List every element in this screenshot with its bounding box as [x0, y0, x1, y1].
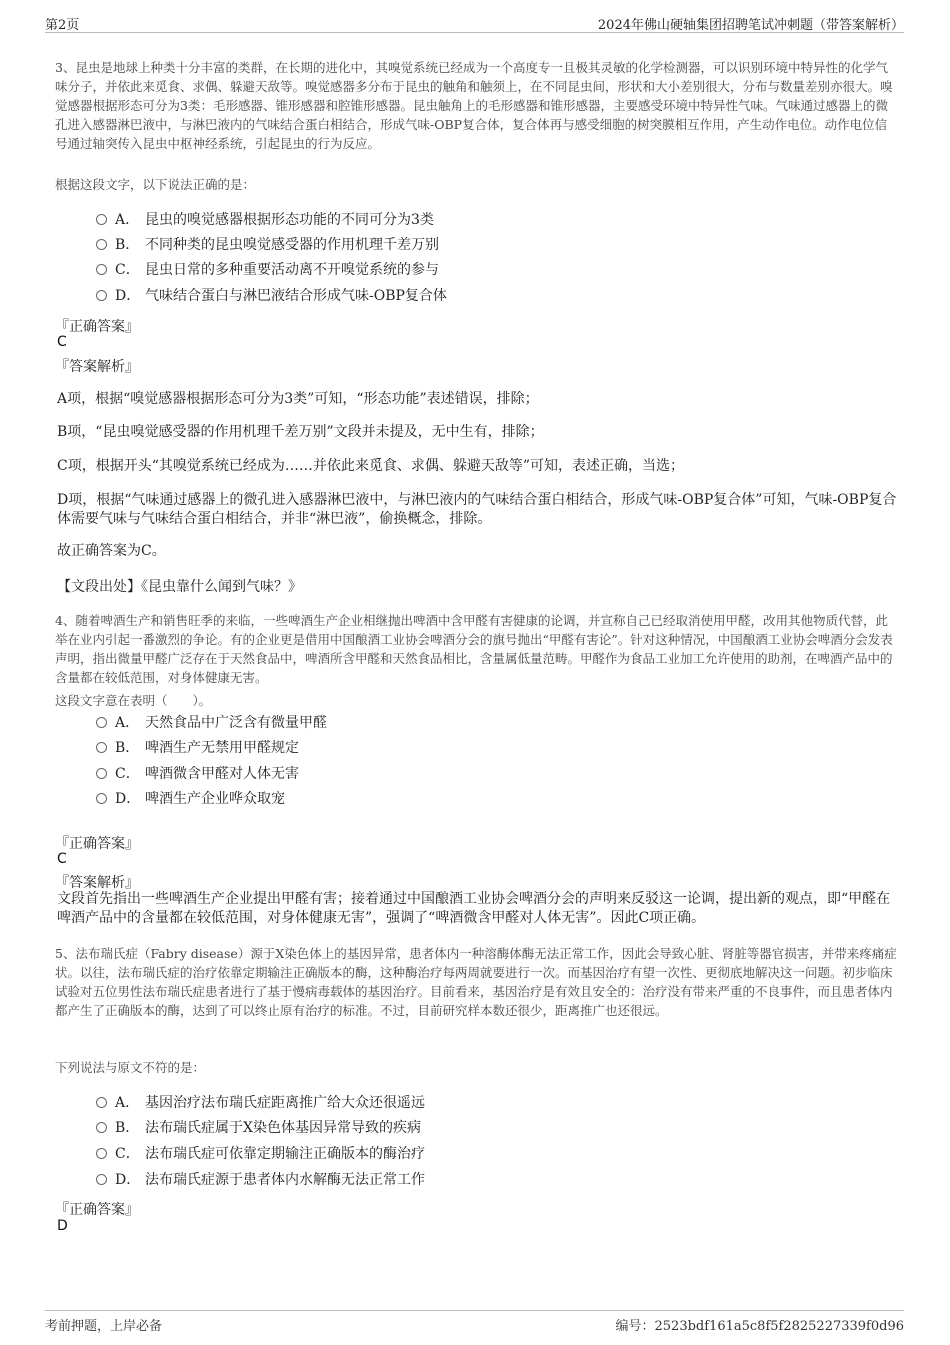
- q5-option-a[interactable]: A． 基因治疗法布瑞氏症距离推广给大众还很遥远: [96, 1093, 425, 1113]
- footer-slogan: 考前押题，上岸必备: [45, 1319, 163, 1334]
- page-footer: [45, 1310, 904, 1341]
- radio-icon[interactable]: [96, 214, 107, 225]
- q3-analysis-c: C项，根据开头“其嗅觉系统已经成为……并依此来觅食、求偶、躲避天敌等”可知，表述正确，当选；: [57, 458, 685, 474]
- q3-option-b[interactable]: B． 不同种类的昆虫嗅觉感受器的作用机理千差万别: [96, 235, 439, 255]
- q3-option-c[interactable]: C． 昆虫日常的多种重要活动离不开嗅觉系统的参与: [96, 260, 439, 280]
- q3-conclusion: 故正确答案为C。: [57, 543, 166, 559]
- q3-analysis-label: 『答案解析』: [55, 359, 139, 375]
- radio-icon[interactable]: [96, 742, 107, 753]
- radio-icon[interactable]: [96, 793, 107, 804]
- q5-option-b[interactable]: B． 法布瑞氏症属于X染色体基因异常导致的疾病: [96, 1118, 421, 1138]
- q3-question: 根据这段文字，以下说法正确的是：: [55, 177, 256, 192]
- q5-answer-label: 『正确答案』: [55, 1202, 139, 1218]
- q5-option-d[interactable]: D． 法布瑞氏症源于患者体内水解酶无法正常工作: [96, 1170, 425, 1190]
- page-header: [45, 12, 904, 33]
- q4-analysis-label: 『答案解析』: [55, 875, 139, 891]
- radio-icon[interactable]: [96, 768, 107, 779]
- radio-icon[interactable]: [96, 717, 107, 728]
- radio-icon[interactable]: [96, 1148, 107, 1159]
- q4-option-c[interactable]: C． 啤酒微含甲醛对人体无害: [96, 764, 299, 784]
- q4-analysis: 文段首先指出一些啤酒生产企业提出甲醛有害；接着通过中国酿酒工业协会啤酒分会的声明来反驳这一论调，提出新的观点，即“甲醛在啤酒产品中的含量都在较低范围，对身体健康无害”，强调了“啤酒微含甲醛对人体无害”。因此C项正确。: [57, 891, 891, 926]
- radio-icon[interactable]: [96, 239, 107, 250]
- radio-icon[interactable]: [96, 1097, 107, 1108]
- radio-icon[interactable]: [96, 290, 107, 301]
- radio-icon[interactable]: [96, 1174, 107, 1185]
- page-number: 第2页: [45, 18, 80, 33]
- q4-answer: C: [57, 851, 67, 867]
- q4-option-a[interactable]: A． 天然食品中广泛含有微量甲醛: [96, 713, 327, 733]
- q5-passage: 5、法布瑞氏症（Fabry disease）源于X染色体上的基因异常，患者体内一种溶酶体酶无法正常工作，因此会导致心脏、肾脏等器官损害，并带来疼痛症状。以往，法布瑞氏症的治疗依靠定期输注正确版本的酶，这种酶治疗每两周就要进行一次。而基因治疗有望一次性、更彻底地解决这一问题。初步临床试验对五位男性法布瑞氏症患者进行了基于慢病毒载体的基因治疗。目前看来，基因治疗是有效且安全的：治疗没有带来严重的不良事件，而且患者体内都产生了正确版本的酶，达到了可以终止原有治疗的标准。不过，目前研究样本数还很少，距离推广也还很远。: [55, 946, 897, 1018]
- q5-option-c[interactable]: C． 法布瑞氏症可依靠定期输注正确版本的酶治疗: [96, 1144, 425, 1164]
- radio-icon[interactable]: [96, 1122, 107, 1133]
- q4-question: 这段文字意在表明（ ）。: [55, 693, 212, 708]
- q5-question: 下列说法与原文不符的是：: [55, 1060, 206, 1075]
- q4-passage: 4、随着啤酒生产和销售旺季的来临，一些啤酒生产企业相继抛出啤酒中含甲醛有害健康的论调，并宣称自己已经取消使用甲醛，改用其他物质代替，此举在业内引起一番激烈的争论。有的企业更是借用中国酿酒工业协会啤酒分会的旗号抛出“甲醛有害论”。针对这种情况，中国酿酒工业协会啤酒分会发表声明，指出微量甲醛广泛存在于天然食品中，啤酒所含甲醛和天然食品相比，含量属低量范畴。甲醛作为食品工业加工允许使用的助剂，在啤酒产品中的含量都在较低范围，对身体健康无害。: [55, 613, 893, 685]
- q5-answer: D: [57, 1218, 68, 1234]
- q3-answer-label: 『正确答案』: [55, 319, 139, 335]
- q4-option-d[interactable]: D． 啤酒生产企业哗众取宠: [96, 789, 285, 809]
- q3-analysis-d: D项，根据“气味通过感器上的微孔进入感器淋巴液中，与淋巴液内的气味结合蛋白相结合，形成气味-OBP复合体”可知，气味-OBP复合体需要气味与气味结合蛋白相结合，并非“淋巴液”，偷换概念，排除。: [57, 492, 897, 527]
- q3-answer: C: [57, 334, 67, 350]
- q3-analysis-b: B项，“昆虫嗅觉感受器的作用机理千差万别”文段并未提及，无中生有，排除；: [57, 424, 544, 440]
- document-title: 2024年佛山硬轴集团招聘笔试冲刺题（带答案解析）: [597, 18, 904, 33]
- radio-icon[interactable]: [96, 264, 107, 275]
- q3-analysis-a: A项，根据“嗅觉感器根据形态可分为3类”可知，“形态功能”表述错误，排除；: [57, 391, 539, 407]
- q4-option-b[interactable]: B． 啤酒生产无禁用甲醛规定: [96, 738, 299, 758]
- q3-source: 【文段出处】《昆虫靠什么闻到气味？》: [57, 579, 302, 595]
- q4-answer-label: 『正确答案』: [55, 836, 139, 852]
- document-id: 编号：2523bdf161a5c8f5f2825227339f0d96: [615, 1319, 904, 1334]
- q3-option-d[interactable]: D． 气味结合蛋白与淋巴液结合形成气味-OBP复合体: [96, 286, 447, 306]
- q3-passage: 3、昆虫是地球上种类十分丰富的类群，在长期的进化中，其嗅觉系统已经成为一个高度专一且极其灵敏的化学检测器，可以识别环境中特异性的化学气味分子，并依此来觅食、求偶、躲避天敌等。嗅觉感器多分布于昆虫的触角和触须上，在不同昆虫间，形状和大小差别很大，分布与数量差别亦很大。嗅觉感器根据形态可分为3类：毛形感器、锥形感器和腔锥形感器。昆虫触角上的毛形感器和锥形感器，主要感受环境中特异性气味。气味通过感器上的微孔进入感器淋巴液中，与淋巴液内的气味结合蛋白相结合，形成气味-OBP复合体，复合体再与感受细胞的树突膜相互作用，产生动作电位。动作电位信号通过轴突传入昆虫中枢神经系统，引起昆虫的行为反应。: [55, 60, 893, 151]
- q3-option-a[interactable]: A． 昆虫的嗅觉感器根据形态功能的不同可分为3类: [96, 210, 434, 230]
